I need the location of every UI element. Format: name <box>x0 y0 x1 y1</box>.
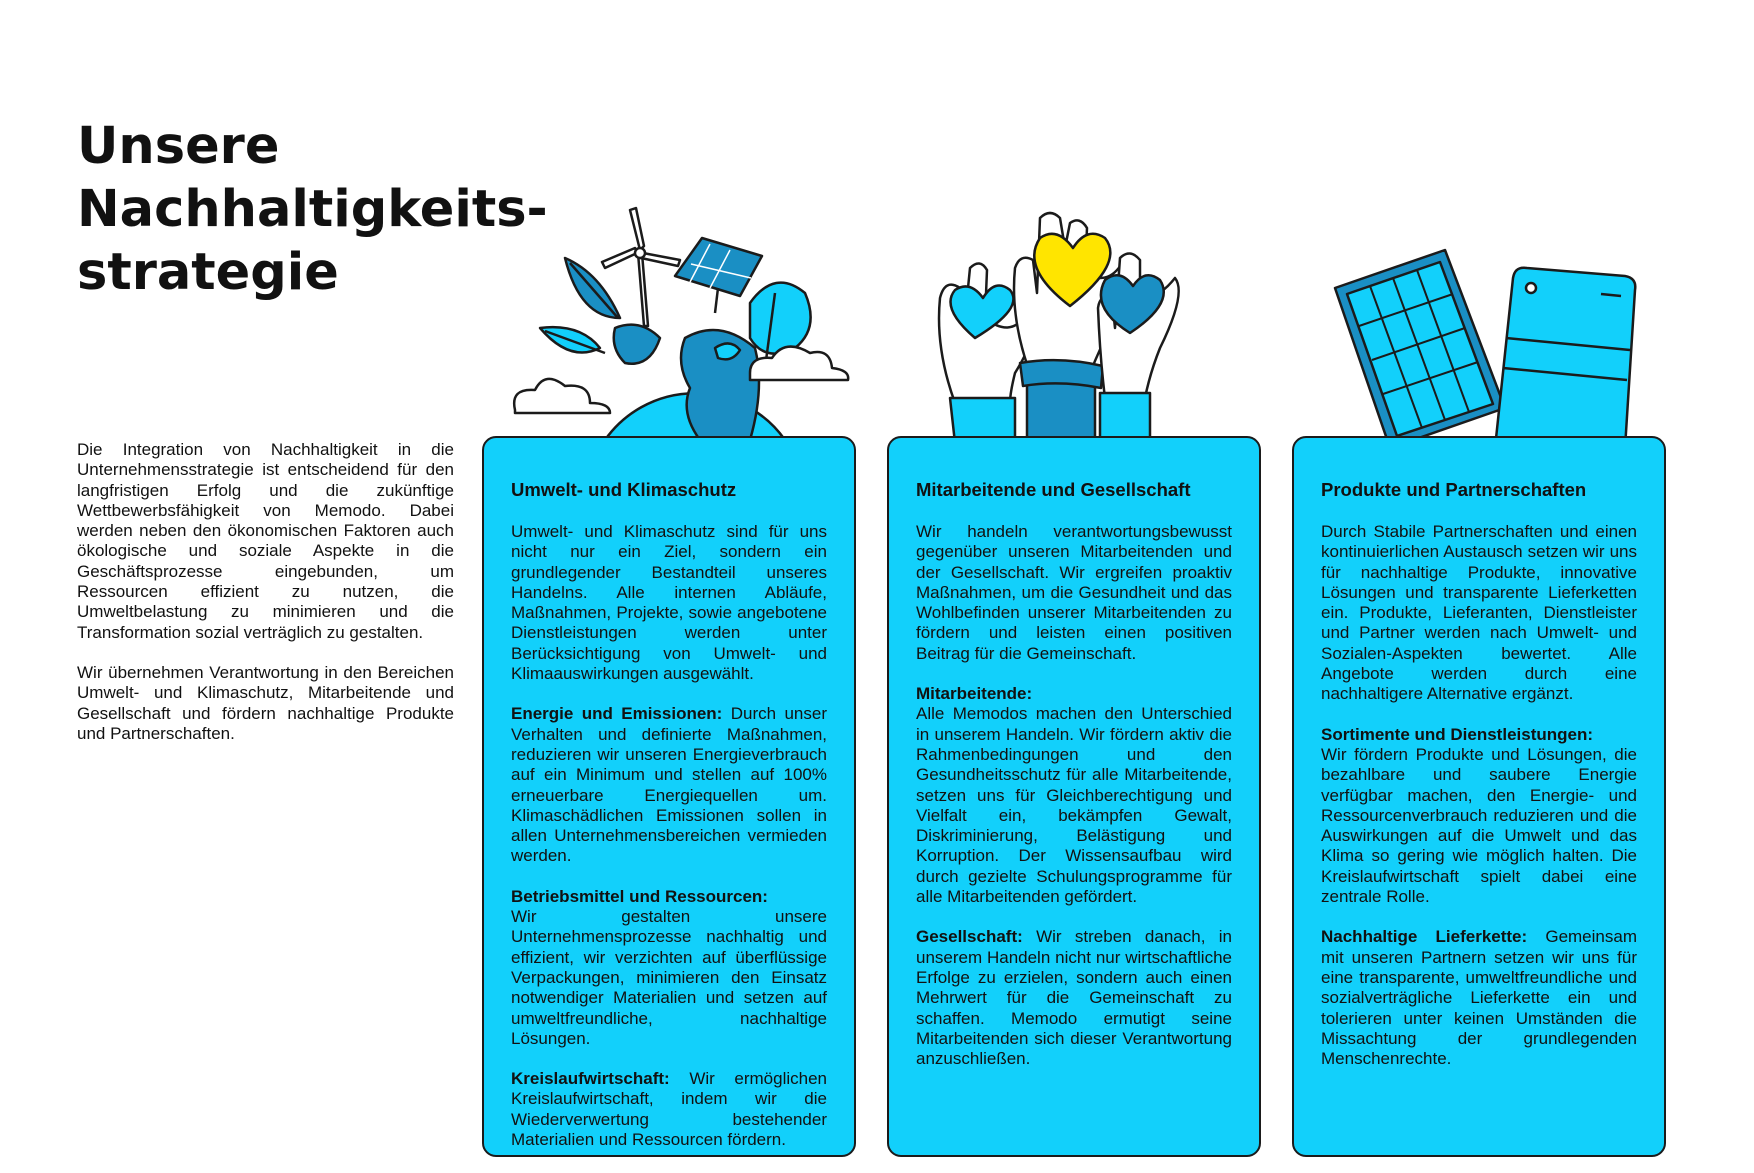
card-title: Produkte und Partnerschaften <box>1321 479 1587 500</box>
section-heading: Nachhaltige Lieferkette: <box>1321 927 1528 947</box>
section-text: Wir ermöglichen Kreislaufwirtschaft, indem wir die Wiederverwertung bestehender Materialien und Ressourcen fördern. <box>511 1069 827 1150</box>
card-umwelt-klimaschutz <box>482 436 856 1157</box>
card-mitarbeitende-gesellschaft <box>887 436 1261 1157</box>
globe-wind-solar-icon <box>510 198 850 440</box>
section-heading: Mitarbeitende: <box>916 684 1033 704</box>
title-line: Nachhaltigkeits- <box>77 180 548 239</box>
card-intro: Durch Stabile Partnerschaften und einen kontinuierlichen Austausch setzen wir uns für nachhaltige Produkte, innovative Lösungen und transparente Lieferketten ein. Produkte, Lieferanten, Dienstleister und Partner werden nach Umwelt- und Sozialen-Aspekten bewertet. Alle Angebote werden durch eine nachhaltigere Alternative ergänzt. <box>1321 522 1637 704</box>
section-text: Gemeinsam mit unseren Partnern setzen wir uns für eine transparente, umweltfreundliche und sozialverträgliche Lieferkette ein und tolerieren unter keinen Umständen die Missachtung der grundlegenden Menschenrechte. <box>1321 927 1637 1069</box>
card-intro: Umwelt- und Klimaschutz sind für uns nicht nur ein Ziel, sondern ein grundlegender Bestandteil unseres Handelns. Alle internen Abläufe, Maßnahmen, Projekte, sowie angebotene Dienstleistungen werden unter Berücksichtigung von Umwelt- und Klimaauswirkungen ausgewählt. <box>511 522 827 684</box>
card-title: Mitarbeitende und Gesellschaft <box>916 479 1191 500</box>
card-section <box>916 927 1232 1069</box>
card-section <box>511 704 827 866</box>
intro-paragraph: Wir übernehmen Verantwortung in den Bereichen Umwelt- und Klimaschutz, Mitarbeitende und Gesellschaft und fördern nachhaltige Produkte und Partnerschaften. <box>77 662 454 743</box>
section-heading: Kreislaufwirtschaft: <box>511 1069 670 1089</box>
intro-paragraph: Die Integration von Nachhaltigkeit in die Unternehmensstrategie ist entscheidend für den langfristigen Erfolg und die zukünftige Wettbewerbsfähigkeit von Memodo. Dabei werden neben den ökonomischen Faktoren auch ökologische und soziale Aspekte in die Geschäftsprozesse eingebunden, um Ressourcen effizient zu nutzen, die Umweltbelastung zu minimieren und die Transformation sozial verträglich zu gestalten. <box>77 440 454 642</box>
section-heading: Sortimente und Dienstleistungen: <box>1321 724 1594 744</box>
card-intro: Wir handeln verantwortungsbewusst gegenüber unseren Mitarbeitenden und der Gesellschaft. Wir ergreifen proaktiv Maßnahmen, um die Gesundheit und das Wohlbefinden unserer Mitarbeitenden zu fördern und leisten einen positiven Beitrag für die Gemeinschaft. <box>916 522 1232 663</box>
section-text: Wir gestalten unsere Unternehmensprozesse nachhaltig und effizient, wir verzichten auf überflüssige Verpackungen, minimieren den Einsatz notwendiger Materialien und setzen auf umweltfreundliche, nachhaltige Lösungen. <box>511 907 827 1048</box>
section-text: Alle Memodos machen den Unterschied in unserem Handeln. Wir fördern aktiv die Rahmenbedingungen und den Gesundheitsschutz für alle Mitarbeitende, setzen uns für Gleichberechtigung und Vielfalt ein, bekämpfen Gewalt, Diskriminierung, Belästigung und Korruption. Der Wissensaufbau wird durch gezielte Schulungsprogramme für alle Mitarbeitenden gefördert. <box>916 704 1232 907</box>
section-heading: Betriebsmittel und Ressourcen: <box>511 886 768 906</box>
title-line: Unsere <box>77 117 280 176</box>
title-line: strategie <box>77 243 339 302</box>
section-heading: Gesellschaft: <box>916 927 1023 947</box>
page-title <box>77 115 548 304</box>
intro-text <box>77 440 454 764</box>
card-produkte-partnerschaften <box>1292 436 1666 1157</box>
card-title: Umwelt- und Klimaschutz <box>511 479 737 500</box>
section-text: Durch unser Verhalten und definierte Maßnahmen, reduzieren wir unseren Energieverbrauch auf ein Minimum und stellen auf 100% erneuerbare Energiequellen um. Klimaschädlichen Emissionen sollen in allen Unternehmensbereichen vermieden werden. <box>511 704 827 866</box>
section-text: Wir streben danach, in unserem Handeln nicht nur wirtschaftliche Erfolge zu erzielen, sondern auch einen Mehrwert für die Gemeinschaft zu schaffen. Memodo ermutigt seine Mitarbeitenden sich dieser Verantwortung anzuschließen. <box>916 927 1232 1069</box>
card-section <box>511 1069 827 1150</box>
section-heading: Energie und Emissionen: <box>511 704 723 724</box>
section-text: Wir fördern Produkte und Lösungen, die bezahlbare und saubere Energie verfügbar machen, den Energie- und Ressourcenverbrauch reduzieren und die Auswirkungen auf die Umwelt und das Klima so gering wie möglich halten. Die Kreislaufwirtschaft spielt dabei eine zentrale Rolle. <box>1321 744 1637 907</box>
card-section <box>511 887 827 1049</box>
card-section <box>1321 927 1637 1069</box>
card-section <box>916 684 1232 907</box>
hands-hearts-icon <box>915 198 1215 440</box>
solar-panel-battery-icon <box>1325 238 1645 440</box>
card-section <box>1321 725 1637 908</box>
